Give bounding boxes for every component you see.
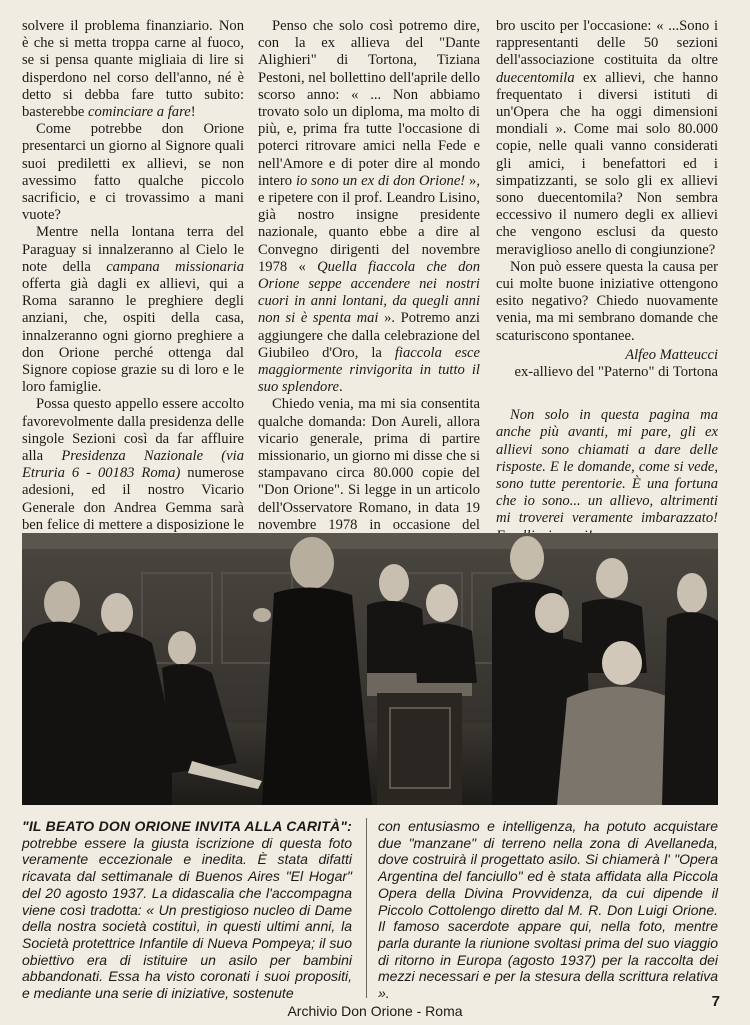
- text-run: .: [338, 379, 343, 396]
- text-run: !: [190, 104, 196, 121]
- paragraph: [22, 396, 244, 551]
- signature-name: Alfeo Matteucci: [625, 346, 718, 363]
- text-run: Possa questo appello essere accolto favorevolmente dalla presidenza delle singole Sezioni così da far affluire alla: [22, 396, 244, 465]
- editor-note: [496, 407, 718, 545]
- text-run: Penso che solo così potremo dire, con la ex allieva del "Dante Alighieri" di Tortona, Tiziana Pestoni, nel bollettino dell'aprile dello scorso anno: « ... Non abbiamo trovato solo un diploma, ma molto di più, e, prima fra tutte l'occasione di poterci ritrovare amici nella Fede e nell'Amore e di poter dire al mondo intero: [258, 18, 480, 189]
- emphasis: fiaccola esce maggiormente rinvigorita in tutto il suo splendore: [258, 344, 480, 396]
- emphasis: campana missionaria: [106, 258, 244, 275]
- caption-headline: "IL BEATO DON ORIONE INVITA ALLA CARITÀ":: [22, 818, 352, 834]
- paragraph: [496, 18, 718, 259]
- emphasis: Quella fiaccola che don Orione seppe accendere nei nostri cuori in anni lontani, da quegli anni non si è spenta mai: [258, 258, 480, 327]
- text-column-1: [22, 18, 244, 551]
- text-run: Mentre nella lontana terra del Paraguay si innalzeranno al Cielo le note della: [22, 224, 244, 275]
- emphasis: cominciare a fare: [88, 104, 191, 121]
- text-run: ex allievi, che hanno frequentato i diversi istituti di un'Opera che ha oggi dimensioni mondiali ». Come mai solo 80.000 copie, nelle quali vanno considerati gli amici, i benefattori ed i simpatizzanti, se solo gli ex allievi sono duecentomila? Non sembra eccessivo il numero degli ex allievi che vengono esclusi da questo meraviglioso anello di congiunzione?: [496, 69, 718, 258]
- text-run: », e ripetere con il prof. Leandro Lisino, già nostro insigne presidente nazionale, quanto ebbe a dire al Convegno dirigenti del novembre 1978 «: [258, 172, 481, 275]
- paragraph: Chiedo venia, ma mi sia consentita qualche domanda: Don Aureli, allora vicario generale, prima di partire missionario, un giorno mi disse che si stampavano circa 80.000 copie del "Don Orione". Si legge in un articolo dell'Osservatore Romano, in data 19 novembre 1978 in occasione del: [258, 396, 480, 533]
- photo-caption-part-2: con entusiasmo e intelligenza, ha potuto acquistare due "manzane" di terreno nella zona di Avellaneda, dove costruirà il progettato asilo. Si chiamerà l' "Opera Argentina del fanciullo" ed è stata affidata alla Piccola Opera della Divina Provvidenza, da cui dipende il Piccolo Cottolengo diretto dal M. R. Don Luigi Orione. Il famoso sacerdote appare qui, nella foto, mentre parla durante la riunione svoltasi prima del suo viaggio di ritorno in Europa (agosto 1937) per la raccolta dei mezzi necessari e per la stesura della scrittura relativa ».: [378, 818, 718, 1002]
- signature-role: ex-allievo del "Paterno" di Tortona: [514, 364, 718, 381]
- photo-caption-part-1: [22, 818, 352, 1002]
- paragraph: [258, 18, 480, 396]
- text-run: offerta già dagli ex allievi, qui a Roma saranno le preghiere degli anziani, che, ospiti della casa, innalzeranno ogni giorno preghiere a don Orione perché ottenga dal Signore copiose grazie su di loro e le loro famiglie.: [22, 276, 244, 396]
- text-run: numerose adesioni, ed il nostro Vicario Generale don Andrea Gemma sarà ben felice di mettere a disposizione le: [22, 465, 244, 533]
- emphasis: io sono un ex di don Orione!: [295, 172, 466, 189]
- archive-label: Archivio Don Orione - Roma: [287, 1003, 463, 1019]
- caption-divider: [366, 818, 367, 998]
- paragraph: Non può essere questa la causa per cui molte buone iniziative ottengono esito negativo? Chiedo nuovamente venia, ma mi sembrano domande che scaturiscono spontanee.: [496, 258, 718, 344]
- photo-illustration: [22, 533, 718, 805]
- text-column-3: [496, 18, 718, 545]
- historic-photograph: [22, 533, 718, 805]
- paragraph: Come potrebbe don Orione presentarci un giorno al Signore quali suoi prediletti ex allievi, se non avessimo fatto qualche piccolo sacrificio, e ci trovassimo a mani vuote?: [22, 121, 244, 224]
- paragraph: [22, 224, 244, 396]
- text-run: solvere il problema finanziario. Non è che si metta troppa carne al fuoco, se si pensa quante migliaia di lire si disperdono nel corso dell'anno, né è detto si debba fare tutto subito: basterebbe: [22, 18, 244, 121]
- text-run: ». Potremo anzi aggiungere che dalla celebrazione del Giubileo d'Oro, la: [258, 310, 480, 361]
- caption-text: potrebbe essere la giusta iscrizione di questa foto veramente eccezionale e inedita. È stata difatti ricavata dal settimanale di Buenos Aires "El Hogar" del 20 agosto 1937. La didascalia che l'accompagna viene così tradotta: « Un prestigioso nucleo di Dame della nostra società costituì, in questi ultimi anni, la Società protettrice Infantile di Nueva Pompeya; il suo obiettivo era di istituire un asilo per bambini abbandonati. Essa ha visto coronati i suoi propositi, e mediante una serie di iniziative, sostenute: [22, 834, 352, 1002]
- text-column-2: [258, 18, 480, 569]
- paragraph: [22, 18, 244, 121]
- editor-note-text: Non solo in questa pagina ma anche più avanti, mi pare, gli ex allievi sono chiamati a dare delle risposte. E le domande, come si vede, sono tutte perentorie. È una fortuna che io sono... un allievo, altrimenti mi troverei veramente imbarazzato!: [496, 407, 718, 527]
- page-number: 7: [711, 993, 720, 1010]
- text-run: bro uscito per l'occasione: « ...Sono i rappresentanti delle 50 sezioni dell'associazione costituita da oltre: [496, 18, 718, 69]
- emphasis: Presidenza Nazionale (via Etruria 6 - 00183 Roma): [22, 448, 244, 482]
- emphasis: duecentomila: [496, 69, 575, 86]
